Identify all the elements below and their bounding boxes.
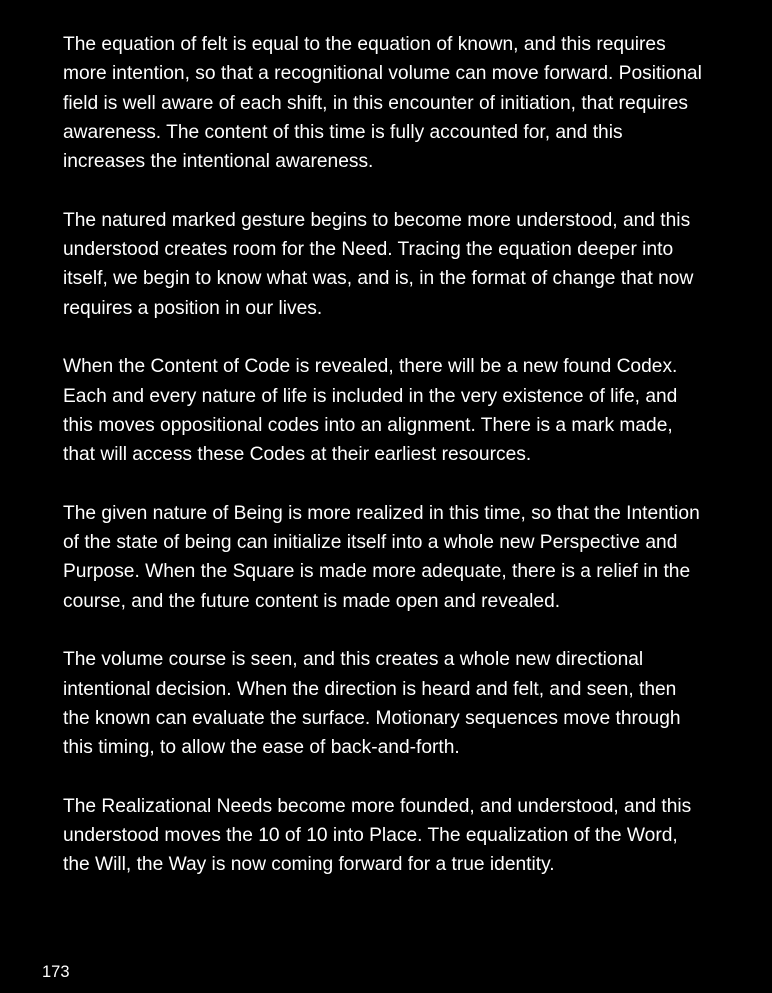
paragraph-4: The given nature of Being is more realized in this time, so that the Intention of the state of being can initialize itself into a whole new Perspective and Purpose. When the Square is made more adequate, there is a relief in the course, and the future content is made open and revealed. [63, 502, 700, 612]
paragraph-1: The equation of felt is equal to the equation of known, and this requires more intention, so that a recognitional volume can move forward. Positional field is well aware of each shift, in this encounter of initiation, that requires awareness. The content of this time is fully accounted for, and this increases the intentional awareness. [63, 34, 702, 173]
page-number: 173 [42, 963, 70, 981]
body-text [63, 30, 753, 909]
paragraph-5: The volume course is seen, and this creates a whole new directional intentional decision. When the direction is heard and felt, and seen, then the known can evaluate the surface. Motionary sequences move through this timing, to allow the ease of back-and-forth. [63, 649, 681, 759]
paragraph-2: The natured marked gesture begins to become more understood, and this understood creates room for the Need. Tracing the equation deeper into itself, we begin to know what was, and is, in the format of change that now requires a position in our lives. [63, 209, 694, 319]
paragraph-3: When the Content of Code is revealed, there will be a new found Codex. Each and every nature of life is included in the very existence of life, and this moves oppositional codes into an alignment. There is a mark made, that will access these Codes at their earliest resources. [63, 356, 678, 466]
paragraph-6: The Realizational Needs become more founded, and understood, and this understood moves the 10 of 10 into Place. The equalization of the Word, the Will, the Way is now coming forward for a true identity. [63, 795, 692, 876]
